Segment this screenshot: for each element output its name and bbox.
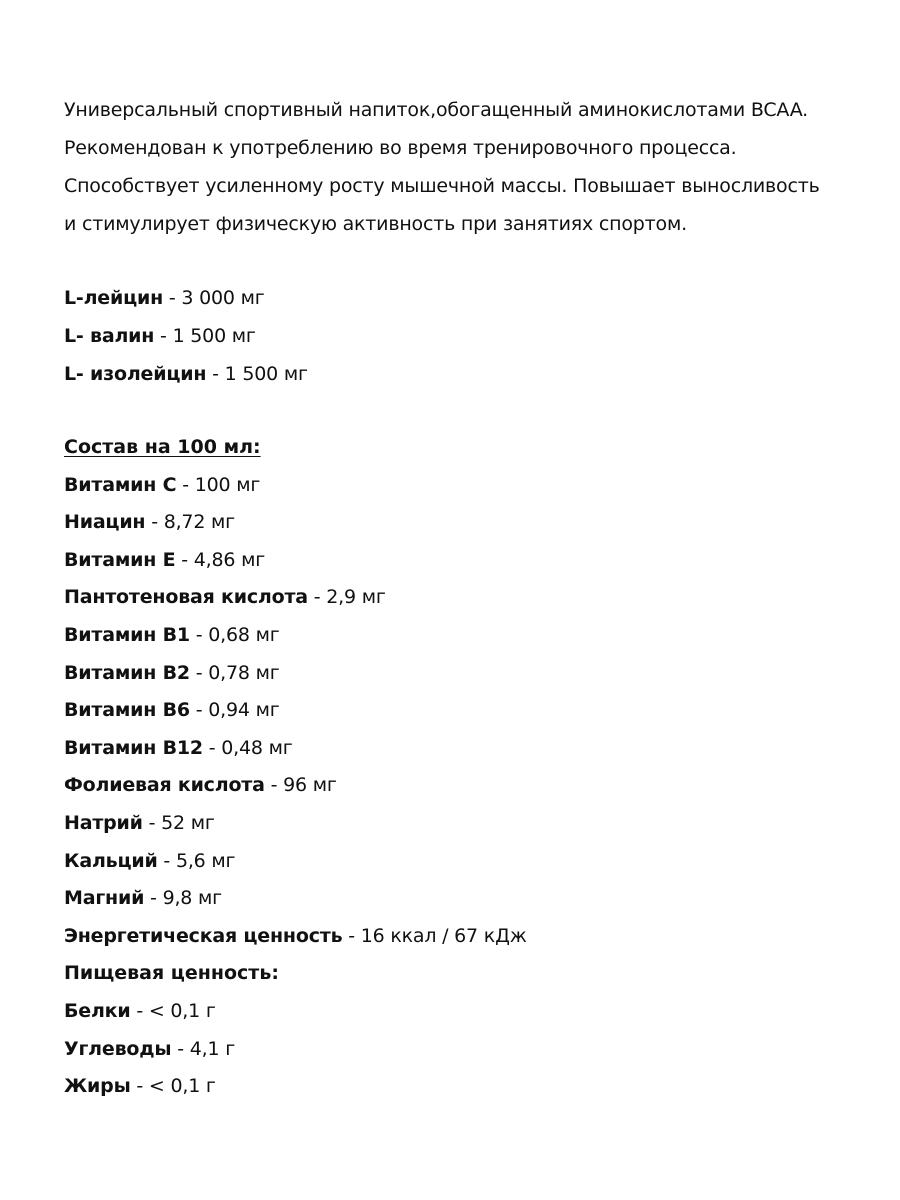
separator: - (145, 511, 164, 534)
composition-row (64, 617, 864, 655)
separator: - (163, 287, 182, 309)
nutrient-value: 0,78 мг (208, 661, 280, 684)
nutrient-name: Витамин В6 (64, 699, 190, 722)
separator: - (130, 1075, 149, 1098)
nutrient-name: Пантотеновая кислота (64, 586, 308, 609)
separator: - (206, 363, 225, 385)
nutrition-name: Углеводы (64, 1037, 172, 1060)
nutrient-name: Магний (64, 887, 145, 910)
nutrient-value: 5,6 мг (175, 849, 236, 872)
amino-acid-value: 3 000 мг (181, 287, 265, 309)
separator: - (157, 849, 176, 872)
nutrition-value: < 0,1 г (148, 999, 216, 1022)
nutrient-name: Кальций (64, 849, 158, 872)
nutrient-value: 16 ккал / 67 кДж (360, 924, 527, 947)
composition-row (64, 918, 864, 956)
composition-row (64, 542, 864, 580)
composition-row (64, 692, 864, 730)
separator: - (307, 586, 327, 609)
amino-acid-name: L- изолейцин (64, 363, 207, 385)
amino-acid-row (64, 279, 864, 317)
separator: - (130, 999, 149, 1022)
nutrition-value: < 0,1 г (148, 1075, 216, 1098)
composition-row (64, 504, 864, 542)
nutrient-name: Витамин В1 (64, 623, 190, 646)
separator: - (189, 699, 209, 722)
nutrition-heading: Пищевая ценность: (64, 962, 279, 985)
composition-row (64, 467, 864, 505)
nutrition-value: 4,1 г (189, 1037, 235, 1060)
amino-acid-value: 1 500 мг (172, 325, 256, 347)
amino-acid-value: 1 500 мг (224, 363, 308, 385)
nutrient-name: Витамин С (64, 473, 177, 496)
composition-row (64, 730, 864, 768)
nutrient-value: 8,72 мг (163, 511, 235, 534)
separator: - (171, 1037, 190, 1060)
separator: - (176, 473, 195, 496)
composition-row (64, 843, 864, 881)
nutrition-row (64, 1031, 864, 1069)
product-description (64, 91, 864, 243)
description-line: Способствует усиленному росту мышечной массы. Повышает выносливость (64, 175, 820, 197)
composition-row (64, 655, 864, 693)
nutrition-name: Жиры (64, 1075, 131, 1098)
amino-acid-row (64, 317, 864, 355)
separator: - (202, 736, 222, 759)
separator: - (154, 325, 173, 347)
separator: - (264, 774, 284, 797)
amino-acid-name: L- валин (64, 325, 155, 347)
nutrient-name: Витамин В2 (64, 661, 190, 684)
separator: - (142, 811, 162, 834)
nutrient-value: 0,48 мг (221, 736, 293, 759)
amino-acid-list (64, 279, 864, 393)
nutrient-name: Витамин Е (64, 548, 176, 571)
nutrient-name: Витамин В12 (64, 736, 203, 759)
description-line: Рекомендован к употреблению во время тренировочного процесса. (64, 137, 737, 159)
separator: - (175, 548, 194, 571)
separator: - (342, 924, 361, 947)
nutrient-value: 52 мг (161, 811, 215, 834)
separator: - (144, 887, 163, 910)
composition-row (64, 767, 864, 805)
composition-row (64, 880, 864, 918)
description-line: Универсальный спортивный напиток,обогащенный аминокислотами BCAA. (64, 99, 809, 121)
nutrient-value: 4,86 мг (193, 548, 266, 571)
separator: - (189, 623, 209, 646)
nutrient-name: Энергетическая ценность (64, 924, 343, 947)
composition-heading: Состав на 100 мл: (64, 436, 261, 458)
nutrient-name: Фолиевая кислота (64, 774, 265, 797)
amino-acid-name: L-лейцин (64, 287, 164, 309)
nutrient-value: 96 мг (283, 774, 337, 797)
nutrient-value: 100 мг (194, 473, 261, 496)
nutrition-row (64, 1068, 864, 1106)
description-line: и стимулирует физическую активность при занятиях спортом. (64, 213, 687, 235)
nutrient-name: Ниацин (64, 511, 146, 534)
separator: - (189, 661, 209, 684)
nutrient-value: 9,8 мг (162, 887, 222, 910)
composition-section (64, 429, 864, 1106)
amino-acid-row (64, 355, 864, 393)
nutrient-value: 2,9 мг (326, 586, 386, 609)
nutrition-name: Белки (64, 999, 131, 1022)
composition-row (64, 805, 864, 843)
nutrient-value: 0,68 мг (208, 623, 280, 646)
composition-row (64, 579, 864, 617)
nutrition-row (64, 993, 864, 1031)
nutrient-name: Натрий (64, 811, 143, 834)
nutrient-value: 0,94 мг (208, 699, 280, 722)
